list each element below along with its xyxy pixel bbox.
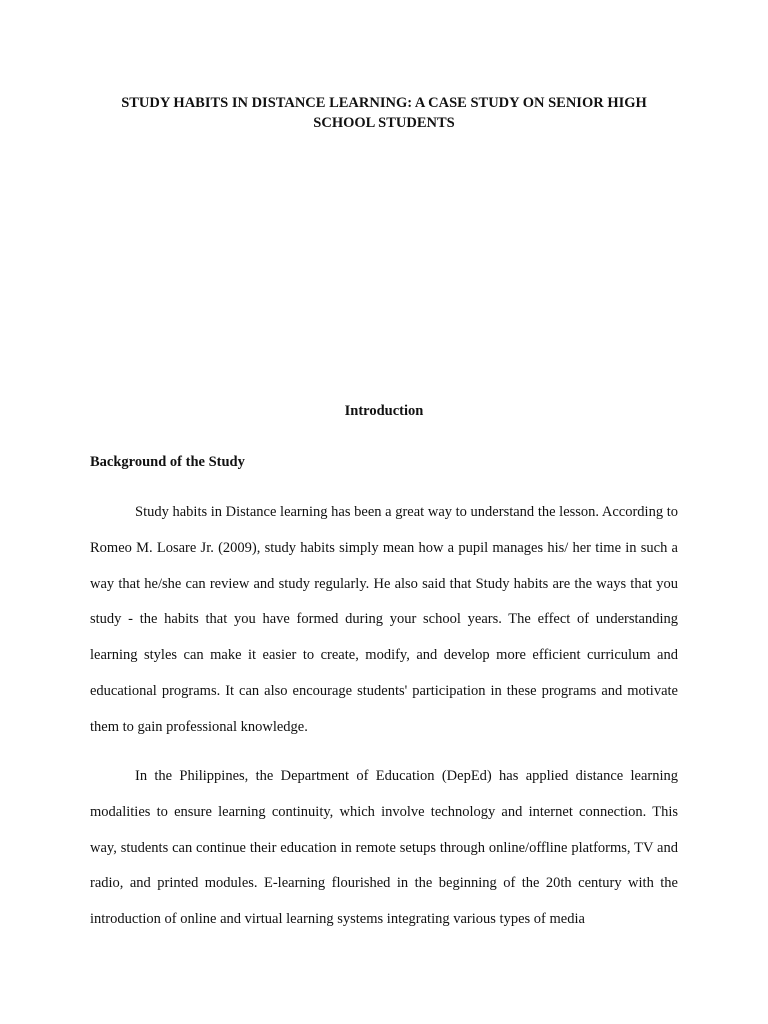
body-paragraph: In the Philippines, the Department of Education (DepEd) has applied distance learning modalities to ensure learning continuity, which involve technology and internet connection. This way, students can continue their education in remote setups through online/offline platforms, TV and radio, and printed modules. E-learning flourished in the beginning of the 20th century with the introduction of online and virtual learning systems integrating various types of media: [90, 768, 678, 928]
background-heading: Background of the Study: [90, 454, 245, 470]
body-paragraph: Study habits in Distance learning has been a great way to understand the lesson. According to Romeo M. Losare Jr. (2009), study habits simply mean how a pupil manages his/ her time in such a way that he/she can review and study regularly. He also said that Study habits are the ways that you study - the habits that you have formed during your school years. The effect of understanding learning styles can make it easier to create, modify, and develop more efficient curriculum and educational programs. It can also encourage students' participation in these programs and motivate them to gain professional knowledge.: [90, 504, 678, 735]
introduction-heading: Introduction: [344, 403, 424, 419]
document-title: STUDY HABITS IN DISTANCE LEARNING: A CASE STUDY ON SENIOR HIGH SCHOOL STUDENTS: [121, 95, 647, 131]
